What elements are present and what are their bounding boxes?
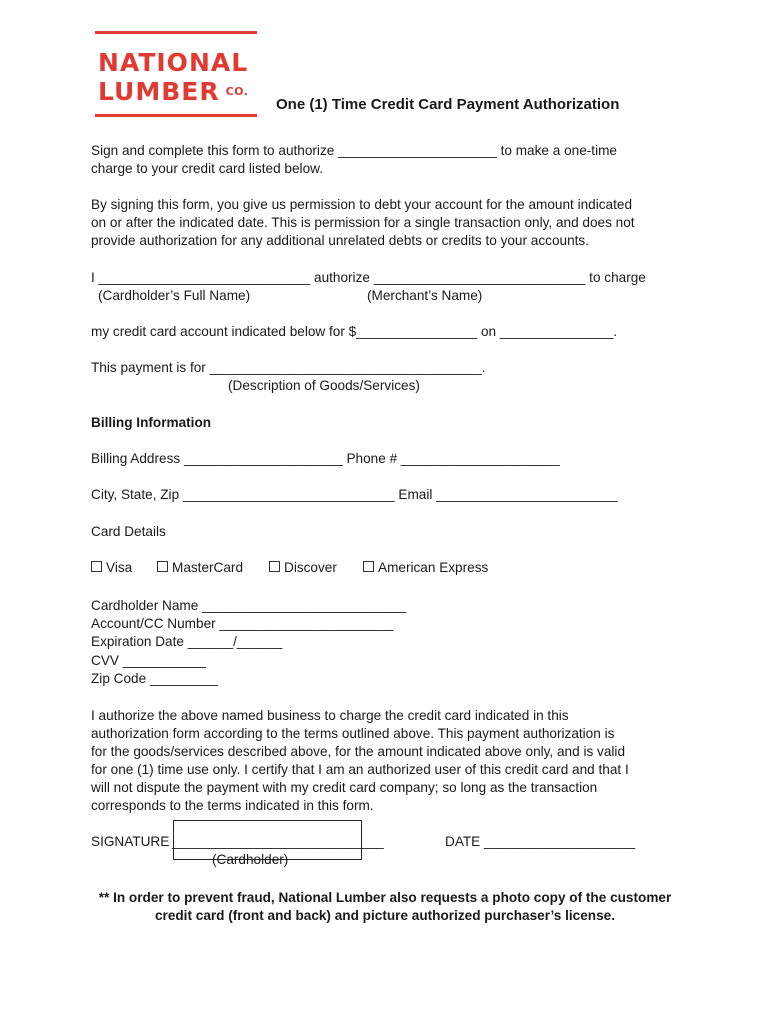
signature-label: SIGNATURE [91, 834, 170, 849]
card-option-label: Visa [106, 560, 133, 575]
signature-caption: (Cardholder) [212, 852, 289, 867]
card-option-label: MasterCard [172, 560, 244, 575]
date-line: DATE ____________________ [445, 834, 636, 849]
logo-lumber-text: LUMBER [98, 77, 220, 106]
fraud-notice-line-2: credit card (front and back) and picture authorized purchaser’s license. [154, 908, 616, 923]
checkbox-icon[interactable] [91, 561, 102, 572]
card-option-label: American Express [378, 560, 489, 575]
authorization-line-2: authorization form according to the terms outlined above. This payment authorization is [91, 726, 615, 741]
company-logo [95, 31, 257, 117]
logo-line-lumber [98, 79, 248, 104]
expiration-date-line: Expiration Date ______/______ [91, 634, 283, 649]
card-option-american-express[interactable] [363, 560, 488, 575]
checkbox-icon[interactable] [363, 561, 374, 572]
cardholder-name-caption: (Cardholder’s Full Name) [98, 288, 251, 303]
card-option-label: Discover [284, 560, 337, 575]
authorization-line-4: for one (1) time use only. I certify that I am an authorized user of this credit card and that I [91, 762, 629, 777]
permission-line-3: provide authorization for any additional unrelated debts or credits to your accounts. [91, 233, 589, 248]
card-option-discover[interactable] [269, 560, 337, 575]
permission-line-1: By signing this form, you give us permission to debt your account for the amount indicated [91, 197, 633, 212]
description-caption: (Description of Goods/Services) [228, 378, 420, 393]
card-details-heading: Card Details [91, 524, 166, 539]
authorization-line-5: will not dispute the payment with my credit card company; so long as the transaction [91, 780, 598, 795]
checkbox-icon[interactable] [157, 561, 168, 572]
authorization-line-6: corresponds to the terms indicated in this form. [91, 798, 374, 813]
page-title: One (1) Time Credit Card Payment Authorization [276, 96, 620, 113]
card-option-visa[interactable] [91, 560, 132, 575]
authorize-line: I ____________________________ authorize ____________________________ to charge [91, 270, 646, 285]
payment-for-line: This payment is for ____________________________________. [91, 360, 486, 375]
merchant-name-caption: (Merchant’s Name) [367, 288, 483, 303]
city-email-line: City, State, Zip ____________________________ Email ________________________ [91, 487, 618, 502]
amount-line: my credit card account indicated below for $________________ on _______________. [91, 324, 618, 339]
fraud-notice-line-1: ** In order to prevent fraud, National Lumber also requests a photo copy of the customer [98, 890, 672, 905]
authorization-line-3: for the goods/services described above, for the amount indicated above only, and is valid [91, 744, 625, 759]
card-option-mastercard[interactable] [157, 560, 243, 575]
cardholder-name-line: Cardholder Name ___________________________ [91, 598, 407, 613]
billing-heading: Billing Information [91, 415, 212, 430]
intro-line-1: Sign and complete this form to authorize _____________________ to make a one-time [91, 143, 617, 158]
cvv-line: CVV ___________ [91, 653, 206, 668]
logo-co-text: CO. [225, 85, 249, 98]
account-number-line: Account/CC Number _______________________ [91, 616, 394, 631]
signature-blank: ____________________________ [172, 834, 384, 849]
billing-address-line: Billing Address _____________________ Phone # _____________________ [91, 451, 560, 466]
zip-code-line: Zip Code _________ [91, 671, 218, 686]
logo-line-national: NATIONAL [98, 48, 249, 77]
checkbox-icon[interactable] [269, 561, 280, 572]
intro-line-2: charge to your credit card listed below. [91, 161, 323, 176]
permission-line-2: on or after the indicated date. This is permission for a single transaction only, and does not [91, 215, 635, 230]
authorization-line-1: I authorize the above named business to charge the credit card indicated in this [91, 708, 569, 723]
